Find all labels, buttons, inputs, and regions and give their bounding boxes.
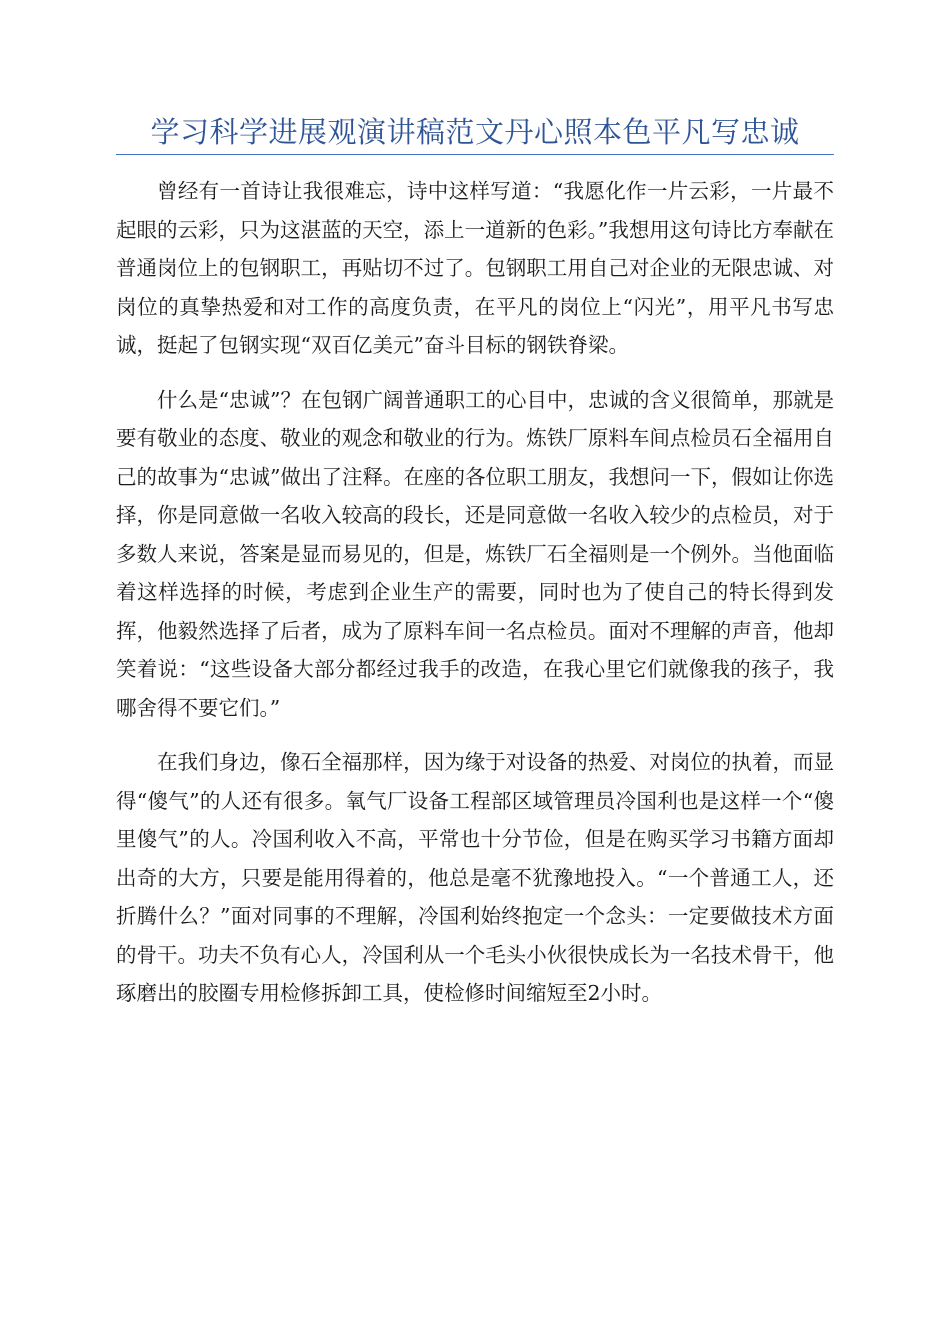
paragraph: 曾经有一首诗让我很难忘，诗中这样写道：“我愿化作一片云彩，一片最不起眼的云彩，只为这湛蓝的天空，添上一道新的色彩。”我想用这句诗比方奉献在普通岗位上的包钢职工，再贴切不过了。包钢职工用自己对企业的无限忠诚、对岗位的真挚热爱和对工作的高度负责，在平凡的岗位上“闪光”，用平凡书写忠诚，挺起了包钢实现“双百亿美元”奋斗目标的钢铁脊梁。 (116, 179, 834, 357)
paragraph: 在我们身边，像石全福那样，因为缘于对设备的热爱、对岗位的执着，而显得“傻气”的人还有很多。氧气厂设备工程部区域管理员冷国利也是这样一个“傻里傻气”的人。冷国利收入不高，平常也十分节俭，但是在购买学习书籍方面却出奇的大方，只要是能用得着的，他总是毫不犹豫地投入。“一个普通工人，还折腾什么？”面对同事的不理解，冷国利始终抱定一个念头：一定要做技术方面的骨干。功夫不负有心人，冷国利从一个毛头小伙很快成长为一名技术骨干，他琢磨出的胶圈专用检修拆卸工具，使检修时间缩短至2小时。 (116, 750, 834, 1005)
title-underline (116, 154, 834, 155)
document-title: 学习科学进展观演讲稿范文丹心照本色平凡写忠诚 (150, 115, 800, 149)
paragraph: 什么是“忠诚”？在包钢广阔普通职工的心目中，忠诚的含义很简单，那就是要有敬业的态度、敬业的观念和敬业的行为。炼铁厂原料车间点检员石全福用自己的故事为“忠诚”做出了注释。在座的各位职工朋友，我想问一下，假如让你选择，你是同意做一名收入较高的段长，还是同意做一名收入较少的点检员，对于多数人来说，答案是显而易见的，但是，炼铁厂石全福则是一个例外。当他面临着这样选择的时候，考虑到企业生产的需要，同时也为了使自己的特长得到发挥，他毅然选择了后者，成为了原料车间一名点检员。面对不理解的声音，他却笑着说：“这些设备大部分都经过我手的改造，在我心里它们就像我的孩子，我哪舍得不要它们。” (116, 387, 834, 720)
document-body (116, 172, 834, 1029)
